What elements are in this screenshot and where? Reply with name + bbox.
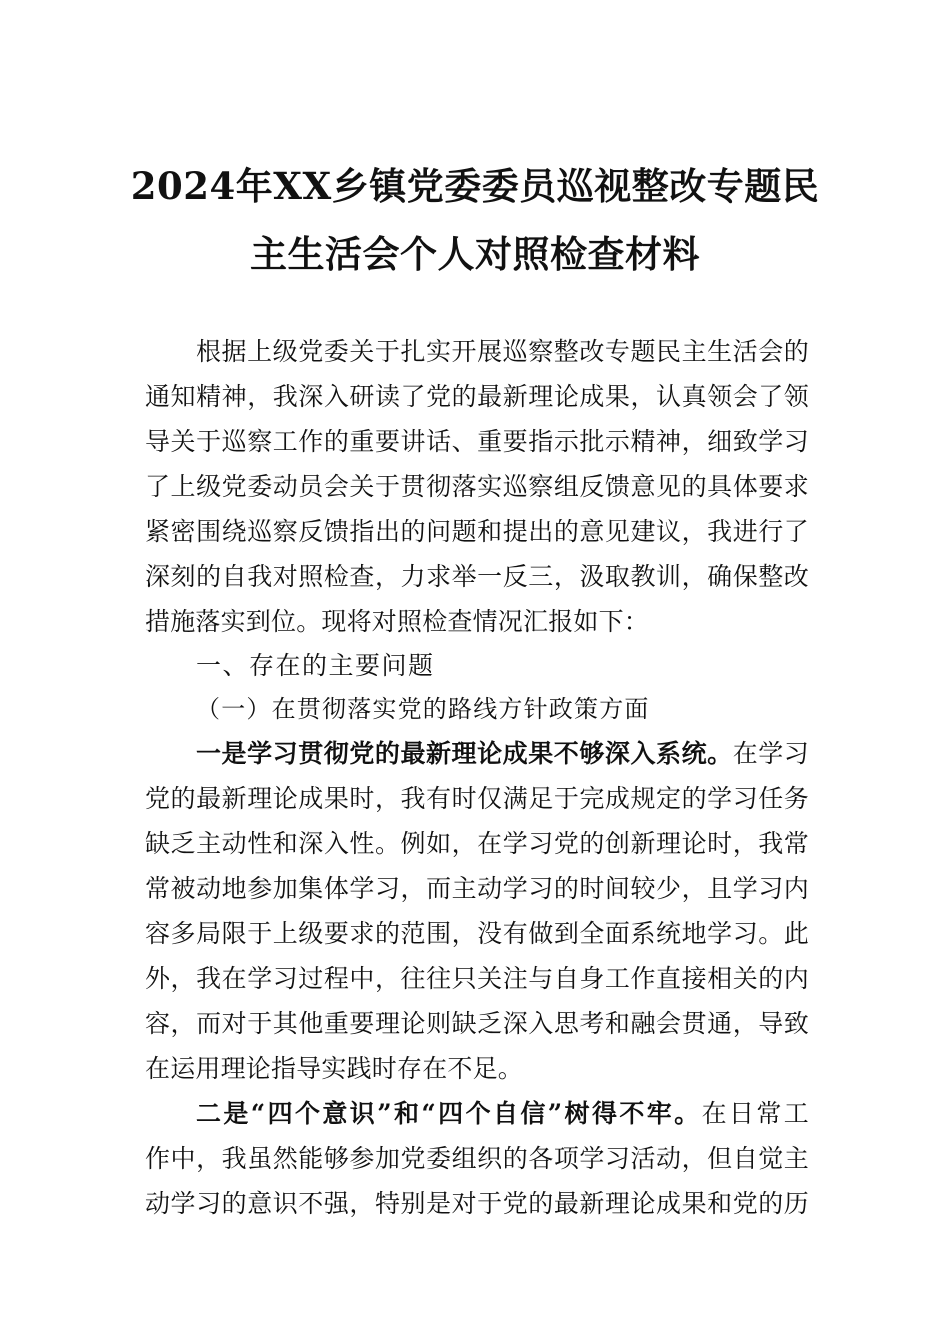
point-1-line: 外，我在学习过程中，往往只关注与自身工作直接相关的内 — [145, 964, 809, 993]
document-title-line-1: 2024年XX乡镇党委委员巡视整改专题民 — [130, 164, 820, 208]
intro-line: 深刻的自我对照检查，力求举一反三，汲取教训，确保整改 — [145, 562, 809, 591]
intro-line: 导关于巡察工作的重要讲话、重要指示批示精神，细致学习 — [145, 427, 809, 456]
intro-line: 紧密围绕巡察反馈指出的问题和提出的意见建议，我进行了 — [145, 517, 809, 546]
point-1-line: 缺乏主动性和深入性。例如，在学习党的创新理论时，我常 — [145, 829, 809, 858]
document-title-line-2: 主生活会个人对照检查材料 — [250, 232, 700, 276]
point-2-first-rest: 在日常工 — [701, 1099, 809, 1128]
point-1-line: 党的最新理论成果时，我有时仅满足于完成规定的学习任务 — [145, 784, 809, 813]
point-1-line: 在运用理论指导实践时存在不足。 — [145, 1054, 524, 1083]
point-1-first-rest: 在学习 — [732, 739, 809, 768]
point-1-first-line — [196, 741, 809, 766]
point-1-bold-lead: 一是学习贯彻党的最新理论成果不够深入系统。 — [196, 739, 733, 768]
point-1-line: 容，而对于其他重要理论则缺乏深入思考和融会贯通，导致 — [145, 1009, 809, 1038]
point-2-first-line — [196, 1101, 809, 1126]
point-1-line: 常被动地参加集体学习，而主动学习的时间较少，且学习内 — [145, 874, 809, 903]
intro-line: 通知精神，我深入研读了党的最新理论成果，认真领会了领 — [145, 382, 809, 411]
point-1-line: 容多局限于上级要求的范围，没有做到全面系统地学习。此 — [145, 919, 809, 948]
intro-line: 根据上级党委关于扎实开展巡察整改专题民主生活会的 — [196, 337, 809, 366]
point-2-line: 作中，我虽然能够参加党委组织的各项学习活动，但自觉主 — [145, 1144, 809, 1173]
subsection-heading: （一）在贯彻落实党的路线方针政策方面 — [196, 695, 650, 723]
section-heading: 一、存在的主要问题 — [196, 651, 435, 680]
point-2-bold-lead: 二是“四个意识”和“四个自信”树得不牢。 — [196, 1099, 702, 1128]
point-2-line: 动学习的意识不强，特别是对于党的最新理论成果和党的历 — [145, 1189, 809, 1218]
intro-line: 措施落实到位。现将对照检查情况汇报如下： — [145, 607, 650, 636]
intro-line: 了上级党委动员会关于贯彻落实巡察组反馈意见的具体要求 — [145, 472, 809, 501]
